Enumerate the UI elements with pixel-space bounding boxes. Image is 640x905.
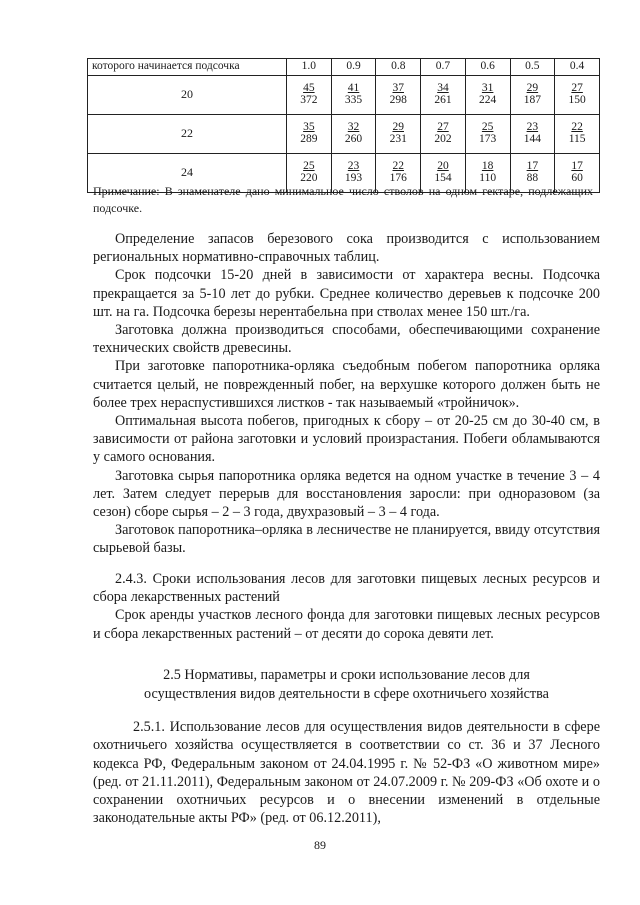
fraction (479, 82, 496, 106)
fraction (345, 121, 362, 145)
subsection-2-4-3 (93, 570, 600, 643)
numerator: 22 (392, 160, 404, 173)
numerator: 27 (571, 82, 583, 95)
denominator: 110 (479, 172, 497, 185)
fraction (434, 82, 451, 106)
denominator: 261 (434, 94, 452, 107)
numerator: 34 (437, 82, 449, 95)
fraction (390, 160, 407, 184)
section-heading-2-5 (93, 666, 600, 703)
fraction (300, 160, 317, 184)
table-cell (331, 115, 376, 154)
table-header-row (88, 59, 600, 76)
denominator: 289 (300, 133, 318, 146)
table-row (88, 115, 600, 154)
denominator: 220 (300, 172, 318, 185)
fraction (527, 160, 539, 184)
numerator: 27 (437, 121, 449, 134)
denominator: 193 (344, 172, 363, 185)
header-col-3: 0.8 (376, 59, 421, 76)
fraction (300, 82, 317, 106)
fraction (434, 160, 451, 184)
table-cell (331, 76, 376, 115)
table-cell (510, 76, 555, 115)
clause-2-5-1 (93, 718, 600, 828)
fraction (300, 121, 317, 145)
section-title-line-1: 2.5 Нормативы, параметры и сроки использование лесов для (163, 667, 530, 683)
numerator: 25 (481, 121, 494, 134)
fraction (479, 121, 496, 145)
denominator: 187 (523, 94, 541, 107)
denominator: 150 (568, 94, 586, 107)
header-col-2: 0.9 (331, 59, 376, 76)
denominator: 88 (526, 172, 539, 185)
denominator: 335 (344, 94, 363, 107)
section-title-line-2: осуществления видов деятельности в сфере охотничьего хозяйства (144, 685, 549, 702)
paragraph-shoot-height: Оптимальная высота побегов, пригодных к сбору – от 20-25 см до 30-40 см, в зависимости от района заготовки и условий произрастания. Побеги обламываются у самого основания. (93, 413, 600, 466)
fraction (434, 121, 451, 145)
numerator: 18 (481, 160, 494, 173)
paragraph-fern-cycle: Заготовка сырья папоротника орляка ведется на одном участке в течение 3 – 4 лет. Затем следует перерыв для восстановления заросли: при одноразовом (за сезон) сборе сырья – 2 – 3 года, двухразовый – 3 – 4 года. (93, 467, 600, 521)
table-cell (376, 76, 421, 115)
fraction (390, 82, 407, 106)
row-label: 22 (88, 115, 287, 154)
numerator: 41 (347, 82, 360, 95)
denominator: 202 (434, 133, 452, 146)
table-note: Примечание: В знаменателе дано минимальное число стволов на одном гектаре, подлежащих подсочке. (93, 184, 593, 215)
row-label: 20 (88, 76, 287, 115)
numerator: 23 (347, 160, 360, 173)
fraction (345, 82, 362, 106)
denominator: 154 (434, 172, 452, 185)
header-col-1: 1.0 (287, 59, 332, 76)
table-cell (421, 115, 466, 154)
denominator: 176 (389, 172, 407, 185)
table-cell (465, 115, 510, 154)
header-label: которого начинается подсочка (88, 59, 287, 76)
paragraph-fern-plan: Заготовок папоротника–орляка в лесничестве не планируется, ввиду отсутствия сырьевой базы. (93, 522, 600, 557)
denominator: 231 (389, 133, 407, 146)
table-row (88, 76, 600, 115)
denominator: 144 (523, 133, 541, 146)
numerator: 35 (303, 121, 315, 134)
fraction (571, 160, 583, 184)
denominator: 60 (571, 172, 583, 185)
body-text (93, 230, 600, 558)
paragraph-birch-sap: Определение запасов березового сока производится с использованием региональных нормативно-справочных таблиц. (93, 231, 600, 266)
table-cell (376, 115, 421, 154)
fraction (345, 160, 362, 184)
numerator: 20 (437, 160, 449, 173)
paragraph-fern-shoot: При заготовке папоротника-орляка съедобным побегом папоротника орляка считается целый, не поврежденный побег, на верхушке которого должен быть не более трех нераспустившихся листков - так называемый «тройничок». (93, 358, 600, 411)
page-number: 89 (314, 838, 326, 852)
table-cell (465, 76, 510, 115)
table-cell (421, 76, 466, 115)
numerator: 17 (526, 160, 539, 173)
row-label: 24 (88, 154, 287, 193)
numerator: 17 (571, 160, 583, 173)
numerator: 31 (481, 82, 494, 95)
subsection-text: Срок аренды участков лесного фонда для заготовки пищевых лесных ресурсов и сбора лекарственных растений – от десяти до сорока девяти лет. (93, 607, 600, 642)
denominator: 115 (568, 133, 586, 146)
table-cell (510, 115, 555, 154)
denominator: 260 (344, 133, 363, 146)
fraction (568, 82, 585, 106)
numerator: 29 (392, 121, 404, 134)
table-cell (555, 115, 600, 154)
numerator: 25 (303, 160, 315, 173)
table-cell (287, 76, 332, 115)
header-col-6: 0.5 (510, 59, 555, 76)
subsection-title: 2.4.3. Сроки использования лесов для заготовки пищевых лесных ресурсов и сбора лекарственных растений (93, 571, 600, 606)
tapping-density-table (87, 58, 600, 193)
numerator: 45 (303, 82, 315, 95)
paragraph-harvest-methods: Заготовка должна производиться способами, обеспечивающими сохранение технических свойств древесины. (93, 322, 600, 357)
numerator: 23 (526, 121, 539, 134)
clause-text: 2.5.1. Использование лесов для осуществления видов деятельности в сфере охотничьего хозяйства осуществляется в соответствии со ст. 36 и 37 Лесного кодекса РФ, Федеральным законом от 24.04.1995 г. № 52-ФЗ «О животном мире» (ред. от 21.11.2011), Федеральным законом от 24.07.2009 г. № 209-ФЗ «Об охоте и о сохранении охотничьих ресурсов и о внесении изменений в отдельные законодательные акты РФ» (ред. от 06.12.2011), (93, 719, 600, 827)
header-col-4: 0.7 (421, 59, 466, 76)
numerator: 22 (571, 121, 583, 134)
fraction (524, 82, 541, 106)
fraction (390, 121, 407, 145)
paragraph-tapping-period: Срок подсочки 15-20 дней в зависимости от характера весны. Подсочка прекращается за 5-10 лет до рубки. Среднее количество деревьев к подсочке 200 шт. на га. Подсочка березы нерентабельна при стволах менее 150 шт./га. (93, 267, 600, 320)
denominator: 372 (300, 94, 318, 107)
numerator: 32 (347, 121, 360, 134)
denominator: 298 (389, 94, 407, 107)
fraction (479, 160, 496, 184)
header-col-7: 0.4 (555, 59, 600, 76)
fraction (569, 121, 586, 145)
fraction (524, 121, 541, 145)
denominator: 173 (479, 133, 497, 146)
header-col-5: 0.6 (465, 59, 510, 76)
numerator: 37 (392, 82, 404, 95)
table-cell (555, 76, 600, 115)
numerator: 29 (526, 82, 539, 95)
table-cell (287, 115, 332, 154)
denominator: 224 (479, 94, 497, 107)
